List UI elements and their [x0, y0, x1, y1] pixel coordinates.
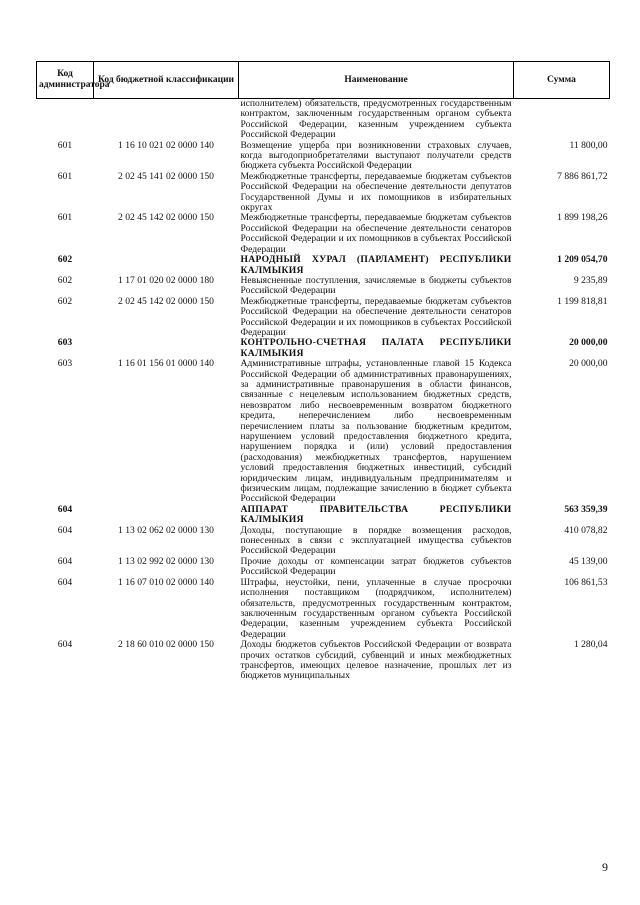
budget-code-cell: 1 16 10 021 02 0000 140 — [118, 139, 214, 151]
budget-code-cell: 1 16 07 010 02 0000 140 — [118, 576, 214, 588]
admin-code-cell: 602 — [57, 254, 73, 266]
budget-code-cell — [94, 338, 239, 359]
amount-cell: 7 886 861,72 — [557, 170, 608, 182]
name-cell: АППАРАТ ПРАВИТЕЛЬСТВА РЕСПУБЛИКИ КАЛМЫКИЯ — [240, 503, 512, 526]
table-row — [37, 99, 610, 141]
budget-code-cell — [94, 505, 239, 526]
table-row — [37, 255, 610, 276]
name-cell: Невыясненные поступления, зачисляемые в бюджеты субъектов Российской Федерации — [240, 274, 512, 297]
admin-code-cell: 601 — [57, 170, 73, 182]
table-row — [37, 141, 610, 172]
name-cell: Административные штрафы, установленные главой 15 Кодекса Российской Федерации об административных правонарушениях, за административные правонарушения в области финансов, связанные с нецелевым использованием бюджетных средств, невозвратом либо несвоевременным возвратом бюджетного кредита, неперечислением либо несвоевременным перечислением платы за пользование бюджетным кредитом, нарушением условий предоставления бюджетного кредита, нарушением порядка и (или) условий предоставления (расходования) межбюджетных трансфертов, нарушением условий предоставления бюджетных инвестиций, субсидий юридическим лицам, индивидуальным предпринимателям и физическим лицам, подлежащие зачислению в бюджет субъекта Российской Федерации — [240, 358, 512, 505]
amount-cell — [514, 99, 610, 141]
amount-cell: 20 000,00 — [569, 358, 608, 370]
budget-code-cell: 1 13 02 062 02 0000 130 — [118, 524, 214, 536]
name-cell: Прочие доходы от компенсации затрат бюджетов субъектов Российской Федерации — [240, 555, 512, 578]
amount-cell: 20 000,00 — [569, 337, 608, 349]
name-cell: Возмещение ущерба при возникновении страховых случаев, когда выгодоприобретателями выступают получатели средств бюджета субъекта Российской Федерации — [240, 139, 512, 172]
name-cell: Доходы бюджетов субъектов Российской Федерации от возврата прочих остатков субсидий, субвенций и иных межбюджетных трансфертов, имеющих целевое назначение, прошлых лет из бюджетов муниципальных — [240, 639, 512, 682]
admin-code-cell: 604 — [57, 524, 73, 536]
header-budget-code: Код бюджетной классификации — [94, 62, 239, 99]
name-cell: Межбюджетные трансферты, передаваемые бюджетам субъектов Российской Федерации на обеспечение деятельности депутатов Государственной Думы и их помощников в избирательных округах — [240, 170, 512, 214]
table-row — [37, 172, 610, 214]
table-row — [37, 276, 610, 297]
name-cell: Доходы, поступающие в порядке возмещения расходов, понесенных в связи с эксплуатацией имущества субъектов Российской Федерации — [240, 524, 512, 557]
admin-code-cell: 604 — [57, 639, 73, 651]
name-cell: Межбюджетные трансферты, передаваемые бюджетам субъектов Российской Федерации на обеспечение деятельности сенаторов Российской Федерации и их помощников в субъектах Российской Федерации — [240, 212, 512, 255]
name-cell: КОНТРОЛЬНО-СЧЕТНАЯ ПАЛАТА РЕСПУБЛИКИ КАЛМЫКИЯ — [240, 337, 512, 359]
budget-code-cell: 2 18 60 010 02 0000 150 — [118, 639, 214, 651]
amount-cell: 45 139,00 — [569, 555, 608, 567]
page-number: 9 — [602, 860, 608, 874]
table-row — [37, 640, 610, 682]
admin-code-cell: 602 — [57, 274, 73, 286]
amount-cell: 1 280,04 — [573, 639, 608, 651]
amount-cell: 563 359,39 — [564, 503, 608, 515]
table-body — [37, 99, 610, 682]
table-row — [37, 297, 610, 339]
budget-code-cell: 1 13 02 992 02 0000 130 — [118, 555, 214, 567]
admin-code-cell: 601 — [57, 139, 73, 151]
admin-code-cell: 603 — [57, 358, 73, 370]
name-cell: Межбюджетные трансферты, передаваемые бюджетам субъектов Российской Федерации на обеспечение деятельности сенаторов Российской Федерации и их помощников в субъектах Российской Федерации — [240, 295, 512, 338]
budget-code-cell: 2 02 45 142 02 0000 150 — [118, 212, 214, 224]
amount-cell: 1 899 198,26 — [557, 212, 608, 224]
table-row — [37, 338, 610, 359]
table-header — [37, 62, 610, 99]
name-cell: Штрафы, неустойки, пени, уплаченные в случае просрочки исполнения поставщиком (подрядчиком, исполнителем) обязательств, предусмотренных государственным контрактом, заключенным государственным органом субъекта Российской Федерации, казенным учреждением субъекта Российской Федерации — [240, 576, 512, 640]
table-row — [37, 578, 610, 640]
table-row — [37, 557, 610, 578]
admin-code-cell: 604 — [57, 576, 73, 588]
amount-cell: 1 209 054,70 — [557, 254, 608, 266]
amount-cell: 9 235,89 — [573, 274, 608, 286]
name-cell: исполнителем) обязательств, предусмотренных государственным контрактом, заключенным государственным органом субъекта Российской Федерации, казенным учреждением субъекта Российской Федерации — [240, 98, 512, 141]
table-row — [37, 505, 610, 526]
amount-cell: 1 199 818,81 — [557, 295, 608, 307]
budget-code-cell: 2 02 45 141 02 0000 150 — [118, 170, 214, 182]
admin-code-cell: 603 — [57, 337, 73, 349]
amount-cell: 410 078,82 — [564, 524, 608, 536]
budget-code-cell — [94, 99, 239, 141]
header-sum: Сумма — [514, 62, 610, 99]
amount-cell: 11 800,00 — [569, 139, 608, 151]
budget-code-cell — [94, 255, 239, 276]
budget-code-cell: 1 17 01 020 02 0000 180 — [118, 274, 214, 286]
header-name: Наименование — [239, 62, 514, 99]
admin-code-cell: 601 — [57, 212, 73, 224]
admin-code-cell: 602 — [57, 295, 73, 307]
amount-cell: 106 861,53 — [564, 576, 608, 588]
admin-code-cell: 604 — [57, 503, 73, 515]
name-cell: НАРОДНЫЙ ХУРАЛ (ПАРЛАМЕНТ) РЕСПУБЛИКИ КАЛМЫКИЯ — [240, 254, 512, 276]
table-row — [37, 213, 610, 255]
admin-code-cell — [37, 99, 94, 141]
table-row — [37, 526, 610, 557]
table-row — [37, 359, 610, 505]
revenue-table — [36, 61, 610, 682]
budget-code-cell: 2 02 45 142 02 0000 150 — [118, 295, 214, 307]
admin-code-cell: 604 — [57, 555, 73, 567]
header-admin-code: Код администратора — [37, 62, 94, 99]
budget-code-cell: 1 16 01 156 01 0000 140 — [118, 358, 214, 370]
